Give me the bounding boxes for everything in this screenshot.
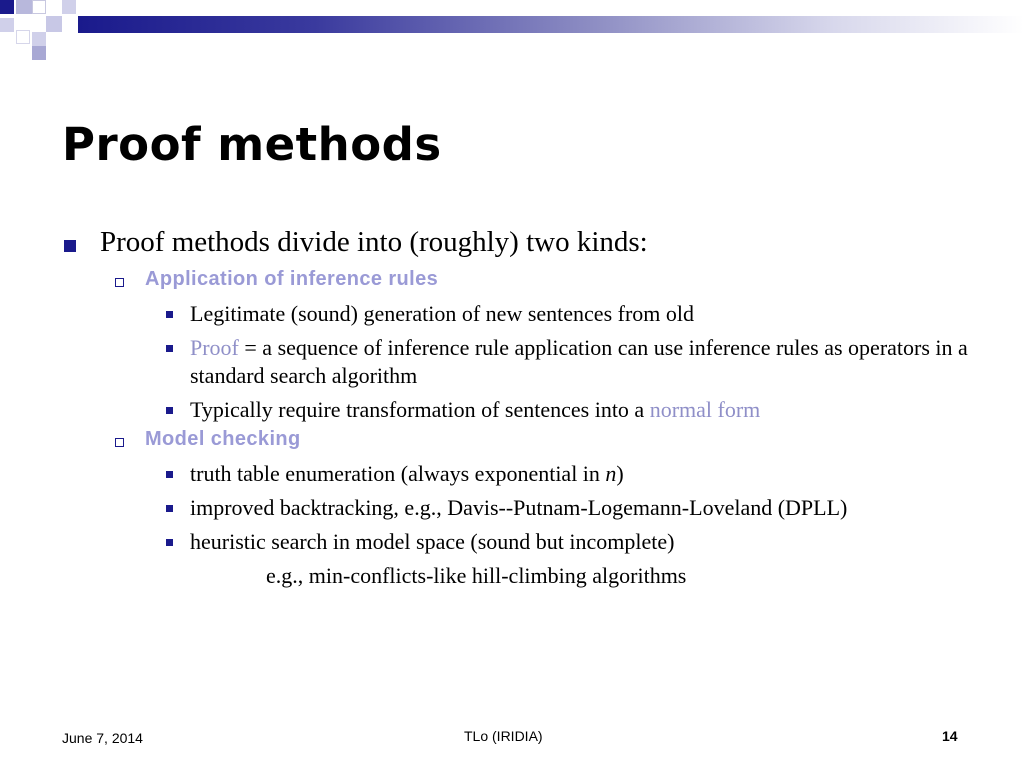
subheading-model-checking: Model checking: [145, 428, 301, 450]
proof-term: Proof: [190, 335, 239, 360]
small-square-bullet-icon: [166, 311, 173, 318]
deco-square: [32, 0, 46, 14]
deco-square: [0, 0, 14, 14]
list-item: [190, 528, 970, 556]
deco-square: [16, 30, 30, 44]
list-item: [190, 494, 970, 522]
small-square-bullet-icon: [166, 539, 173, 546]
small-square-bullet-icon: [166, 345, 173, 352]
item-text: Legitimate (sound) generation of new sentences from old: [190, 301, 695, 326]
list-item: [190, 460, 970, 488]
square-bullet-icon: [64, 240, 76, 252]
list-item: [190, 396, 970, 424]
footer-author: TLo (IRIDIA): [464, 728, 543, 744]
small-square-bullet-icon: [166, 505, 173, 512]
page-number: 14: [942, 728, 958, 744]
deco-square: [32, 32, 46, 46]
item-suffix: ): [616, 461, 624, 486]
header-gradient-bar: [78, 16, 1024, 33]
deco-square: [0, 18, 14, 32]
small-square-bullet-icon: [166, 471, 173, 478]
item-text: Typically require transformation of sentences into a: [190, 397, 650, 422]
list-item: [190, 300, 970, 328]
item-text: improved backtracking, e.g., Davis--Putnam-Logemann-Loveland (DPLL): [190, 495, 848, 520]
slide-title: Proof methods: [62, 118, 442, 171]
hollow-square-bullet-icon: [115, 278, 124, 287]
small-square-bullet-icon: [166, 407, 173, 414]
deco-square: [32, 46, 46, 60]
subheading-inference-rules: Application of inference rules: [145, 268, 439, 290]
item-text: heuristic search in model space (sound but incomplete): [190, 529, 675, 554]
item-text: truth table enumeration (always exponential in: [190, 461, 606, 486]
italic-n: n: [605, 461, 617, 486]
deco-square: [46, 16, 62, 32]
list-item-continuation: e.g., min-conflicts-like hill-climbing algorithms: [266, 563, 687, 588]
hollow-square-bullet-icon: [115, 438, 124, 447]
deco-square: [62, 0, 76, 14]
normal-form-term: normal form: [649, 397, 761, 422]
footer-date: June 7, 2014: [62, 730, 143, 746]
intro-bullet: Proof methods divide into (roughly) two kinds:: [100, 226, 648, 258]
deco-square: [16, 0, 32, 14]
item-text: = a sequence of inference rule application can use inference rules as operators in a standard search algorithm: [190, 335, 968, 388]
list-item: [190, 334, 970, 390]
